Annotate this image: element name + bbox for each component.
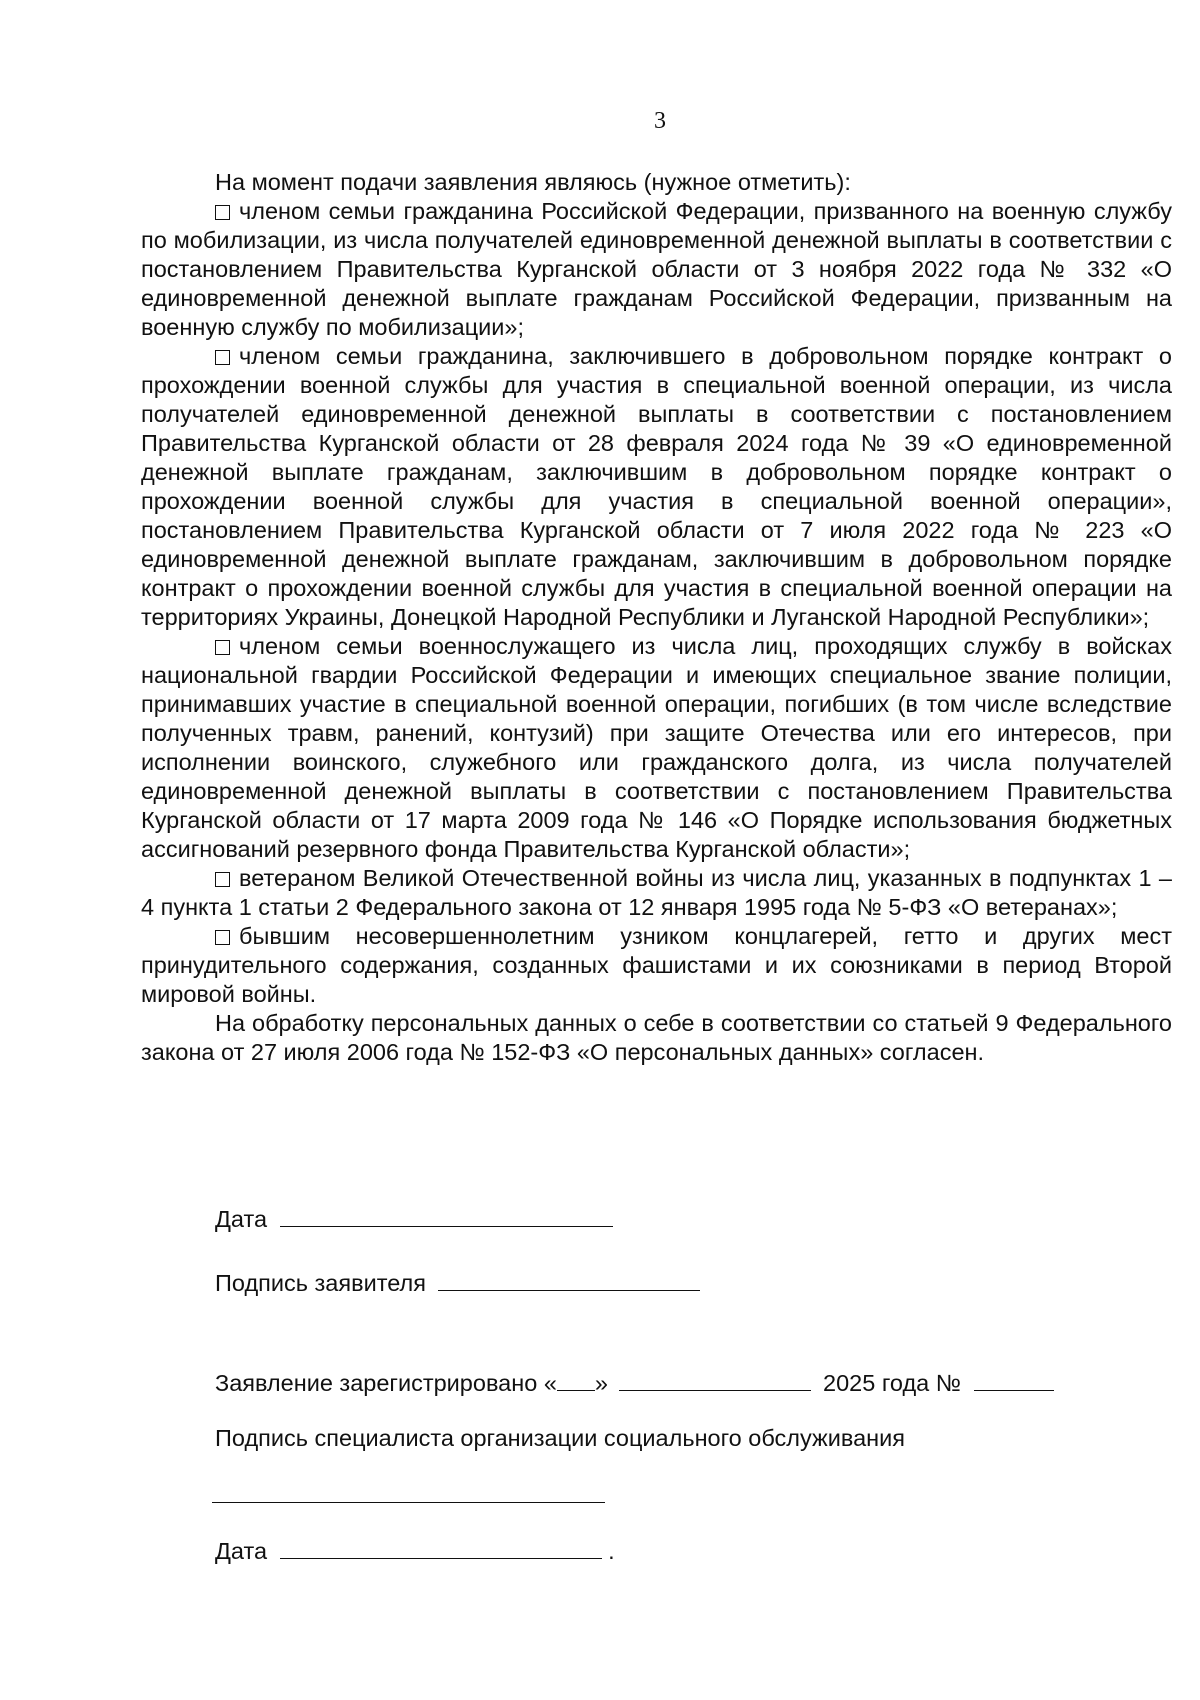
registration-month-field[interactable] [619, 1372, 811, 1391]
registered-year: 2025 года № [823, 1370, 961, 1396]
option-mobilized-family [141, 197, 1172, 342]
registration-row [215, 1370, 1054, 1397]
registration-number-field[interactable] [974, 1372, 1054, 1391]
registered-prefix: Заявление зарегистрировано « [215, 1370, 557, 1396]
registration-day-field[interactable] [557, 1372, 595, 1391]
checkbox-camp-prisoner[interactable] [215, 930, 230, 945]
checkbox-contract-family[interactable] [215, 350, 230, 365]
option-camp-prisoner [141, 922, 1172, 1009]
checkbox-mobilized-family[interactable] [215, 205, 230, 220]
applicant-signature-row [215, 1270, 700, 1297]
date-row [215, 1206, 613, 1233]
date-field-2[interactable] [280, 1540, 602, 1559]
option-text: членом семьи военнослужащего из числа лиц, проходящих службу в войсках национальной гвардии Российской Федерации и имеющих специальное звание полиции, принимавших участие в специальной военной операции, погибших (в том числе вследствие полученных травм, ранений, контузий) при защите Отечества или его интересов, при исполнении воинского, служебного или гражданского долга, из числа получателей единовременной денежной выплаты в соответствии с постановлением Правительства Курганской области от 17 марта 2009 года № 146 «О Порядке использования бюджетных ассигнований резервного фонда Правительства Курганской области»; [141, 633, 1172, 862]
date-row-2 [215, 1538, 615, 1565]
form-body [141, 168, 1172, 1067]
specialist-signature-field[interactable] [212, 1502, 605, 1503]
intro-text: На момент подачи заявления являюсь (нужное отметить): [215, 169, 851, 195]
page-number: 3 [654, 108, 666, 134]
specialist-signature-label: Подпись специалиста организации социального обслуживания [215, 1425, 905, 1451]
registered-mid: » [594, 1370, 608, 1396]
final-dot: . [608, 1538, 615, 1564]
date-label: Дата [215, 1206, 268, 1232]
option-contract-family [141, 342, 1172, 632]
checkbox-guard-family[interactable] [215, 640, 230, 655]
consent-text: На обработку персональных данных о себе в соответствии со статьей 9 Федерального закона от 27 июля 2006 года № 152-ФЗ «О персональных данных» согласен. [141, 1010, 1172, 1065]
option-ww2-veteran [141, 864, 1172, 922]
option-text: членом семьи гражданина, заключившего в добровольном порядке контракт о прохождении военной службы для участия в специальной военной операции, из числа получателей единовременной денежной выплаты в соответствии с постановлением Правительства Курганской области от 28 февраля 2024 года № 39 «О единовременной денежной выплате гражданам, заключившим в добровольном порядке контракт о прохождении военной службы для участия в специальной военной операции», постановлением Правительства Курганской области от 7 июля 2022 года № 223 «О единовременной денежной выплате гражданам, заключившим в добровольном порядке контракт о прохождении военной службы для участия в специальной военной операции на территориях Украины, Донецкой Народной Республики и Луганской Народной Республики»; [141, 343, 1172, 630]
date-label-2: Дата [215, 1538, 268, 1564]
option-text: бывшим несовершеннолетним узником концлагерей, гетто и других мест принудительного содержания, созданных фашистами и их союзниками в период Второй мировой войны. [141, 923, 1172, 1007]
applicant-signature-label: Подпись заявителя [215, 1270, 426, 1296]
checkbox-ww2-veteran[interactable] [215, 872, 230, 887]
option-guard-family [141, 632, 1172, 864]
option-text: членом семьи гражданина Российской Федерации, призванного на военную службу по мобилизации, из числа получателей единовременной денежной выплаты в соответствии с постановлением Правительства Курганской области от 3 ноября 2022 года № 332 «О единовременной денежной выплате гражданам Российской Федерации, призванным на военную службу по мобилизации»; [141, 198, 1172, 340]
date-field[interactable] [280, 1208, 613, 1227]
applicant-signature-field[interactable] [438, 1272, 700, 1291]
option-text: ветераном Великой Отечественной войны из числа лиц, указанных в подпунктах 1 – 4 пункта 1 статьи 2 Федерального закона от 12 января 1995 года № 5-ФЗ «О ветеранах»; [141, 865, 1172, 920]
